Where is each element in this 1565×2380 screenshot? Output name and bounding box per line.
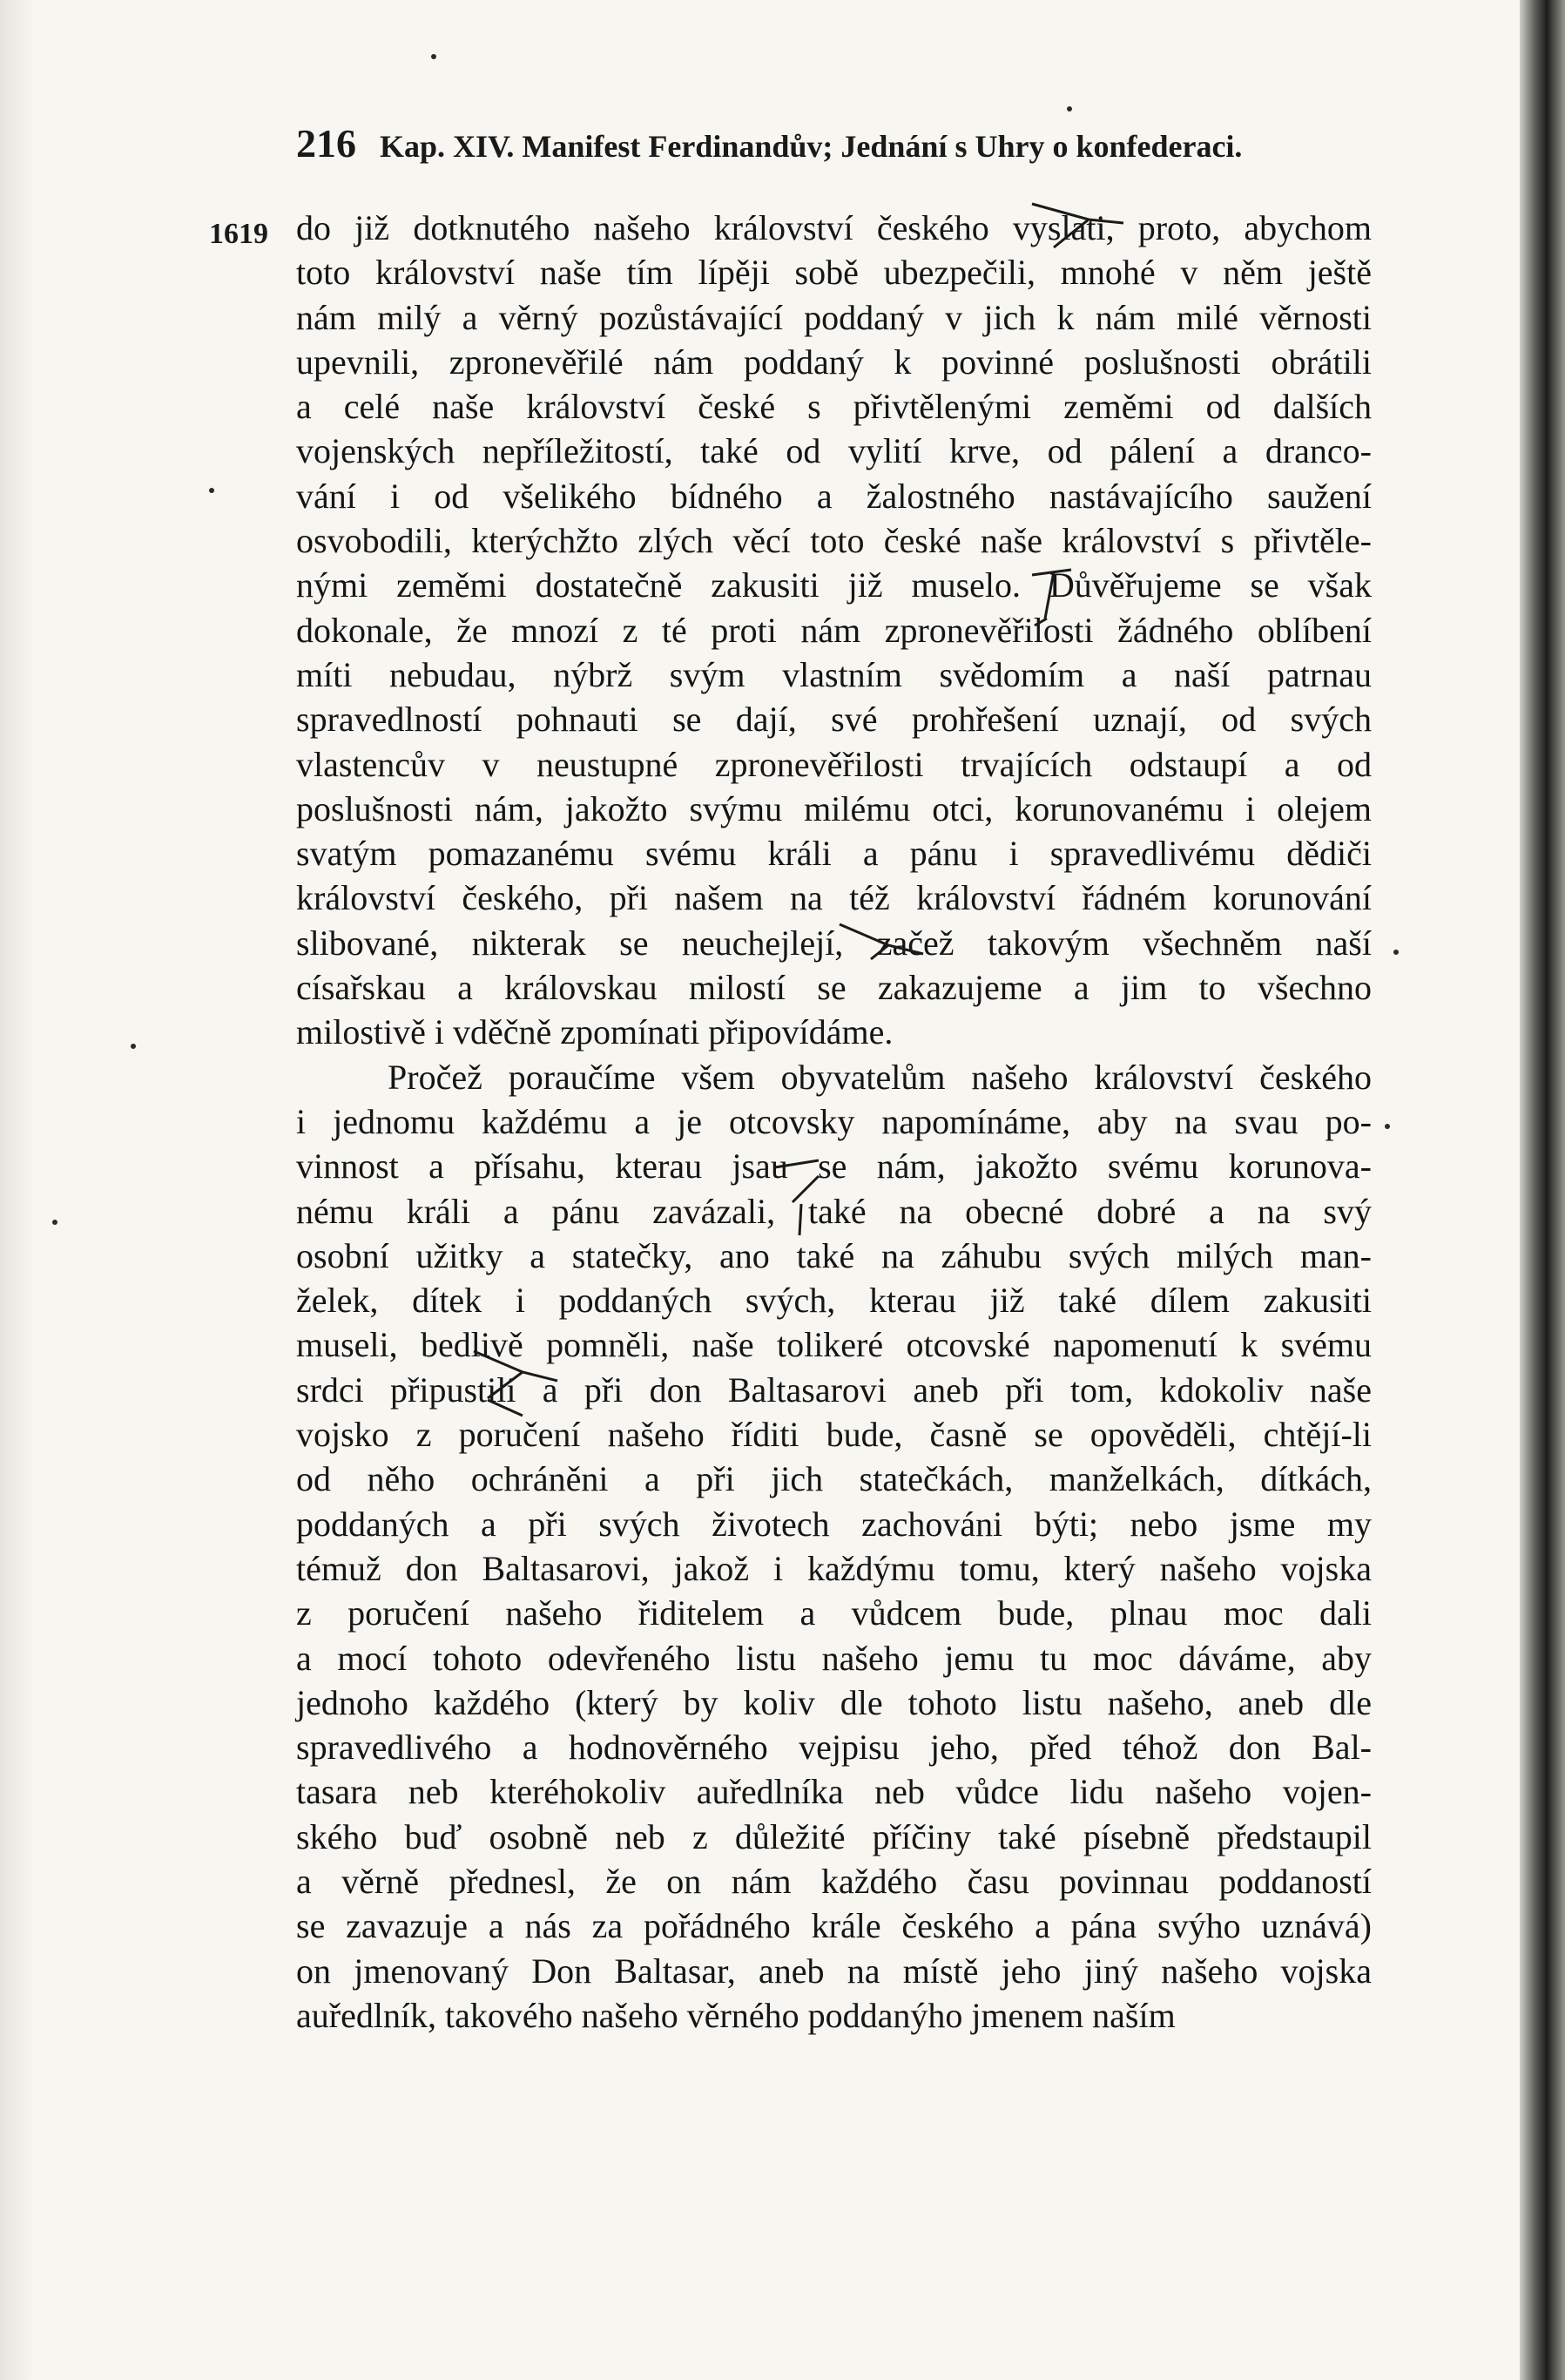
text-line: od něho ochráněni a při jich statečkách, manželkách, dítkách, — [296, 1459, 1372, 1499]
book-spine — [1520, 0, 1565, 2380]
text-line: osvobodili, kterýchžto zlých věcí toto české naše království s přivtěle- — [296, 521, 1372, 561]
text-line: upevnili, zpronevěřilé nám poddaný k povinné poslušnosti obrátili — [296, 341, 1372, 382]
pencil-mark-2 — [1028, 566, 1080, 627]
pencil-mark-5 — [470, 1346, 566, 1420]
text-line: slibované, nikterak se neuchejlejí, začež takovým všechněm naší — [296, 923, 1372, 963]
paper-speck — [52, 1220, 57, 1225]
text-line: císařskau a královskau milostí se zakazujeme a jim to všechno — [296, 968, 1372, 1008]
text-line: srdci připustili a při don Baltasarovi aneb při tom, kdokoliv naše — [296, 1369, 1372, 1410]
paper-speck — [209, 488, 214, 493]
text-line: spravedlností pohnauti se dají, své prohřešení uznají, od svých — [296, 700, 1372, 740]
text-line: vání i od všelikého bídného a žalostného nastávajícího saužení — [296, 476, 1372, 516]
text-line: do již dotknutého našeho království českého vyslati, proto, abychom — [296, 208, 1372, 247]
paper-speck — [431, 54, 436, 59]
paper-speck — [1385, 1124, 1390, 1129]
text-line: vojenských nepříležitostí, také od vylití krve, od pálení a dranco- — [296, 431, 1372, 471]
text-line: svatým pomazanému svému králi a pánu i spravedlivému dědiči — [296, 834, 1372, 874]
text-line: dokonale, že mnozí z té proti nám zpronevěřilosti žádného oblíbení — [296, 610, 1372, 650]
page-number: 216 — [296, 121, 356, 166]
text-line: i jednomu každému a je otcovsky napomínáme, aby na svau po- — [296, 1101, 1372, 1141]
pencil-mark-1 — [1028, 199, 1132, 251]
text-line: spravedlivého a hodnověrného vejpisu jeho, před téhož don Bal- — [296, 1728, 1372, 1768]
running-title: Kap. XIV. Manifest Ferdinandův; Jednání s Uhry o konfederaci. — [380, 129, 1243, 164]
text-line: míti nebudau, nýbrž svým vlastním svědomím a naší patrnau — [296, 654, 1372, 694]
text-line: se zavazuje a nás za pořádného krále českého a pána svýho uznává) — [296, 1906, 1372, 1946]
text-line: z poručení našeho řiditelem a vůdcem bude, plnau moc dali — [296, 1593, 1372, 1633]
text-line: témuž don Baltasarovi, jakož i každýmu tomu, který našeho vojska — [296, 1548, 1372, 1588]
text-line: poslušnosti nám, jakožto svýmu milému otci, korunovanému i olejem — [296, 788, 1372, 828]
text-line: nému králi a pánu zavázali, také na obecné dobré a na svý — [296, 1191, 1372, 1231]
text-line: a věrně přednesl, že on nám každého času povinnau poddaností — [296, 1861, 1372, 1901]
body-text — [296, 206, 1372, 2038]
pencil-mark-3 — [836, 919, 932, 963]
pencil-mark-4 — [766, 1159, 836, 1237]
text-line: Pročež poraučíme všem obyvatelům našeho království českého — [388, 1057, 1372, 1097]
text-line: vlastencův v neustupné zpronevěřilosti trvajících odstaupí a od — [296, 744, 1372, 784]
text-line: želek, dítek i poddaných svých, kterau již také dílem zakusiti — [296, 1281, 1372, 1321]
text-line: nám milý a věrný pozůstávající poddaný v jich k nám milé věrnosti — [296, 297, 1372, 337]
text-line: jednoho každého (který by koliv dle tohoto listu našeho, aneb dle — [296, 1682, 1372, 1722]
text-line: a mocí tohoto odevřeného listu našeho jemu tu moc dáváme, aby — [296, 1638, 1372, 1678]
running-header — [296, 120, 1341, 166]
text-line: království českého, při našem na též království řádném korunování — [296, 878, 1372, 918]
text-line: osobní užitky a statečky, ano také na záhubu svých milých man- — [296, 1235, 1372, 1275]
text-line: a celé naše království české s přivtělenými zeměmi od dalších — [296, 387, 1372, 427]
text-line: on jmenovaný Don Baltasar, aneb na místě jeho jiný našeho vojska — [296, 1951, 1372, 1991]
text-line: vinnost a přísahu, kterau jsau se nám, jakožto svému korunova- — [296, 1146, 1372, 1187]
page-edge-shadow — [0, 0, 35, 2380]
text-line: auředlník, takového našeho věrného poddanýho jmenem naším — [296, 1995, 1176, 2035]
paper-speck — [1067, 106, 1072, 112]
text-line: poddaných a při svých životech zachováni býti; nebo jsme my — [296, 1504, 1372, 1544]
paper-speck — [131, 1044, 136, 1049]
text-line: milostivě i vděčně zpomínati připovídáme. — [296, 1012, 894, 1052]
margin-year: 1619 — [209, 218, 268, 250]
text-line: ského buď osobně neb z důležité příčiny také písebně předstaupil — [296, 1816, 1372, 1856]
text-line: museli, bedlivě pomněli, naše tolikeré otcovské napomenutí k svému — [296, 1325, 1372, 1365]
text-line: toto království naše tím lípěji sobě ubezpečili, mnohé v něm ještě — [296, 253, 1372, 293]
text-line: tasara neb kteréhokoliv auředlníka neb vůdce lidu našeho vojen- — [296, 1772, 1372, 1812]
text-line: vojsko z poručení našeho říditi bude, časně se opověděli, chtějí-li — [296, 1415, 1372, 1455]
paper-speck — [1393, 950, 1399, 955]
text-line: nými zeměmi dostatečně zakusiti již muselo. Důvěřujeme se však — [296, 565, 1372, 605]
